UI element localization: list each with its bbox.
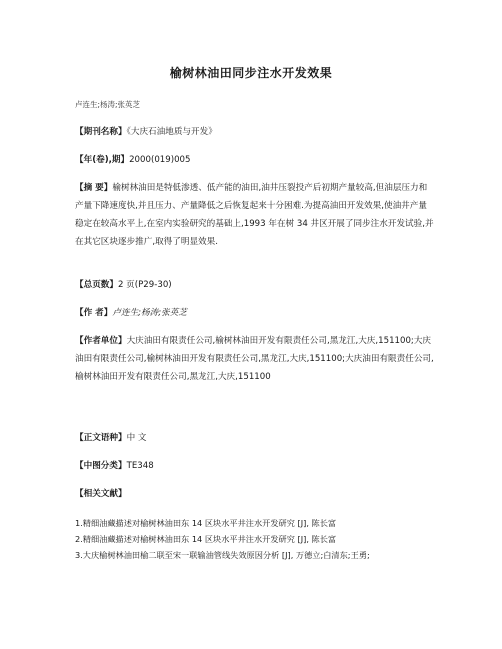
abstract-label: 【摘 要】: [75, 183, 113, 193]
pages-value: 2 页(P29-30): [117, 280, 172, 290]
journal-label: 【期刊名称】: [75, 127, 127, 137]
reference-list: [75, 515, 435, 563]
abstract-field: [75, 179, 435, 251]
classification-field: [75, 457, 435, 475]
author-label: 【作 者】: [75, 308, 113, 318]
language-label: 【正文语种】: [75, 433, 127, 443]
document-title: 榆树林油田同步注水开发效果: [169, 66, 333, 80]
affiliation-label: 【作者单位】: [75, 336, 127, 346]
language-field: [75, 429, 435, 447]
year-issue-field: [75, 151, 435, 169]
reference-item[interactable]: 1.精细油藏描述对榆树林油田东 14 区块水平井注水开发研究 [J], 陈长富: [75, 518, 337, 528]
reference-item[interactable]: 3.大庆榆树林油田榆二联至宋一联输油管线失效原因分析 [J], 万德立;白清东;王勇;: [75, 550, 370, 560]
pages-field: [75, 276, 435, 294]
author-field: [75, 304, 435, 322]
journal-field: [75, 123, 435, 141]
pages-label: 【总页数】: [75, 280, 118, 290]
reference-item[interactable]: 2.精细油藏描述对榆树林油田东 14 区块水平井注水开发研究 [J], 陈长富: [75, 534, 337, 544]
author-value: 卢连生;杨涛;张英芝: [112, 308, 187, 318]
related-label: 【相关文献】: [75, 489, 127, 499]
related-field: [75, 485, 435, 503]
classification-label: 【中图分类】: [75, 461, 127, 471]
classification-value: TE348: [126, 461, 154, 471]
journal-value: 《大庆石油地质与开发》: [126, 127, 217, 137]
abstract-value: 榆树林油田是特低渗透、低产能的油田,油井压裂投产后初期产量较高,但油层压力和产量下降速度快,并且压力、产量降低之后恢复起来十分困难.为提高油田开发效果,使油井产量稳定在较高水平上,在室内实验研究的基础上,1993 年在树 34 井区开展了同步注水开发试验,并在其它区块逐步推广,取得了明显效果.: [75, 183, 434, 247]
year-issue-label: 【年(卷),期】: [75, 155, 130, 165]
affiliation-field: [75, 332, 435, 386]
language-value: 中 文: [126, 433, 147, 443]
affiliation-value: 大庆油田有限责任公司,榆树林油田开发有限责任公司,黑龙江,大庆,151100;大庆油田有限责任公司,榆树林油田开发有限责任公司,黑龙江,大庆,151100;大庆油田有限责任公司,榆树林油田开发有限责任公司,黑龙江,大庆,151100: [75, 336, 434, 382]
author-line: 卢连生;杨涛;张英芝: [75, 100, 141, 109]
year-issue-value: 2000(019)005: [129, 155, 191, 165]
